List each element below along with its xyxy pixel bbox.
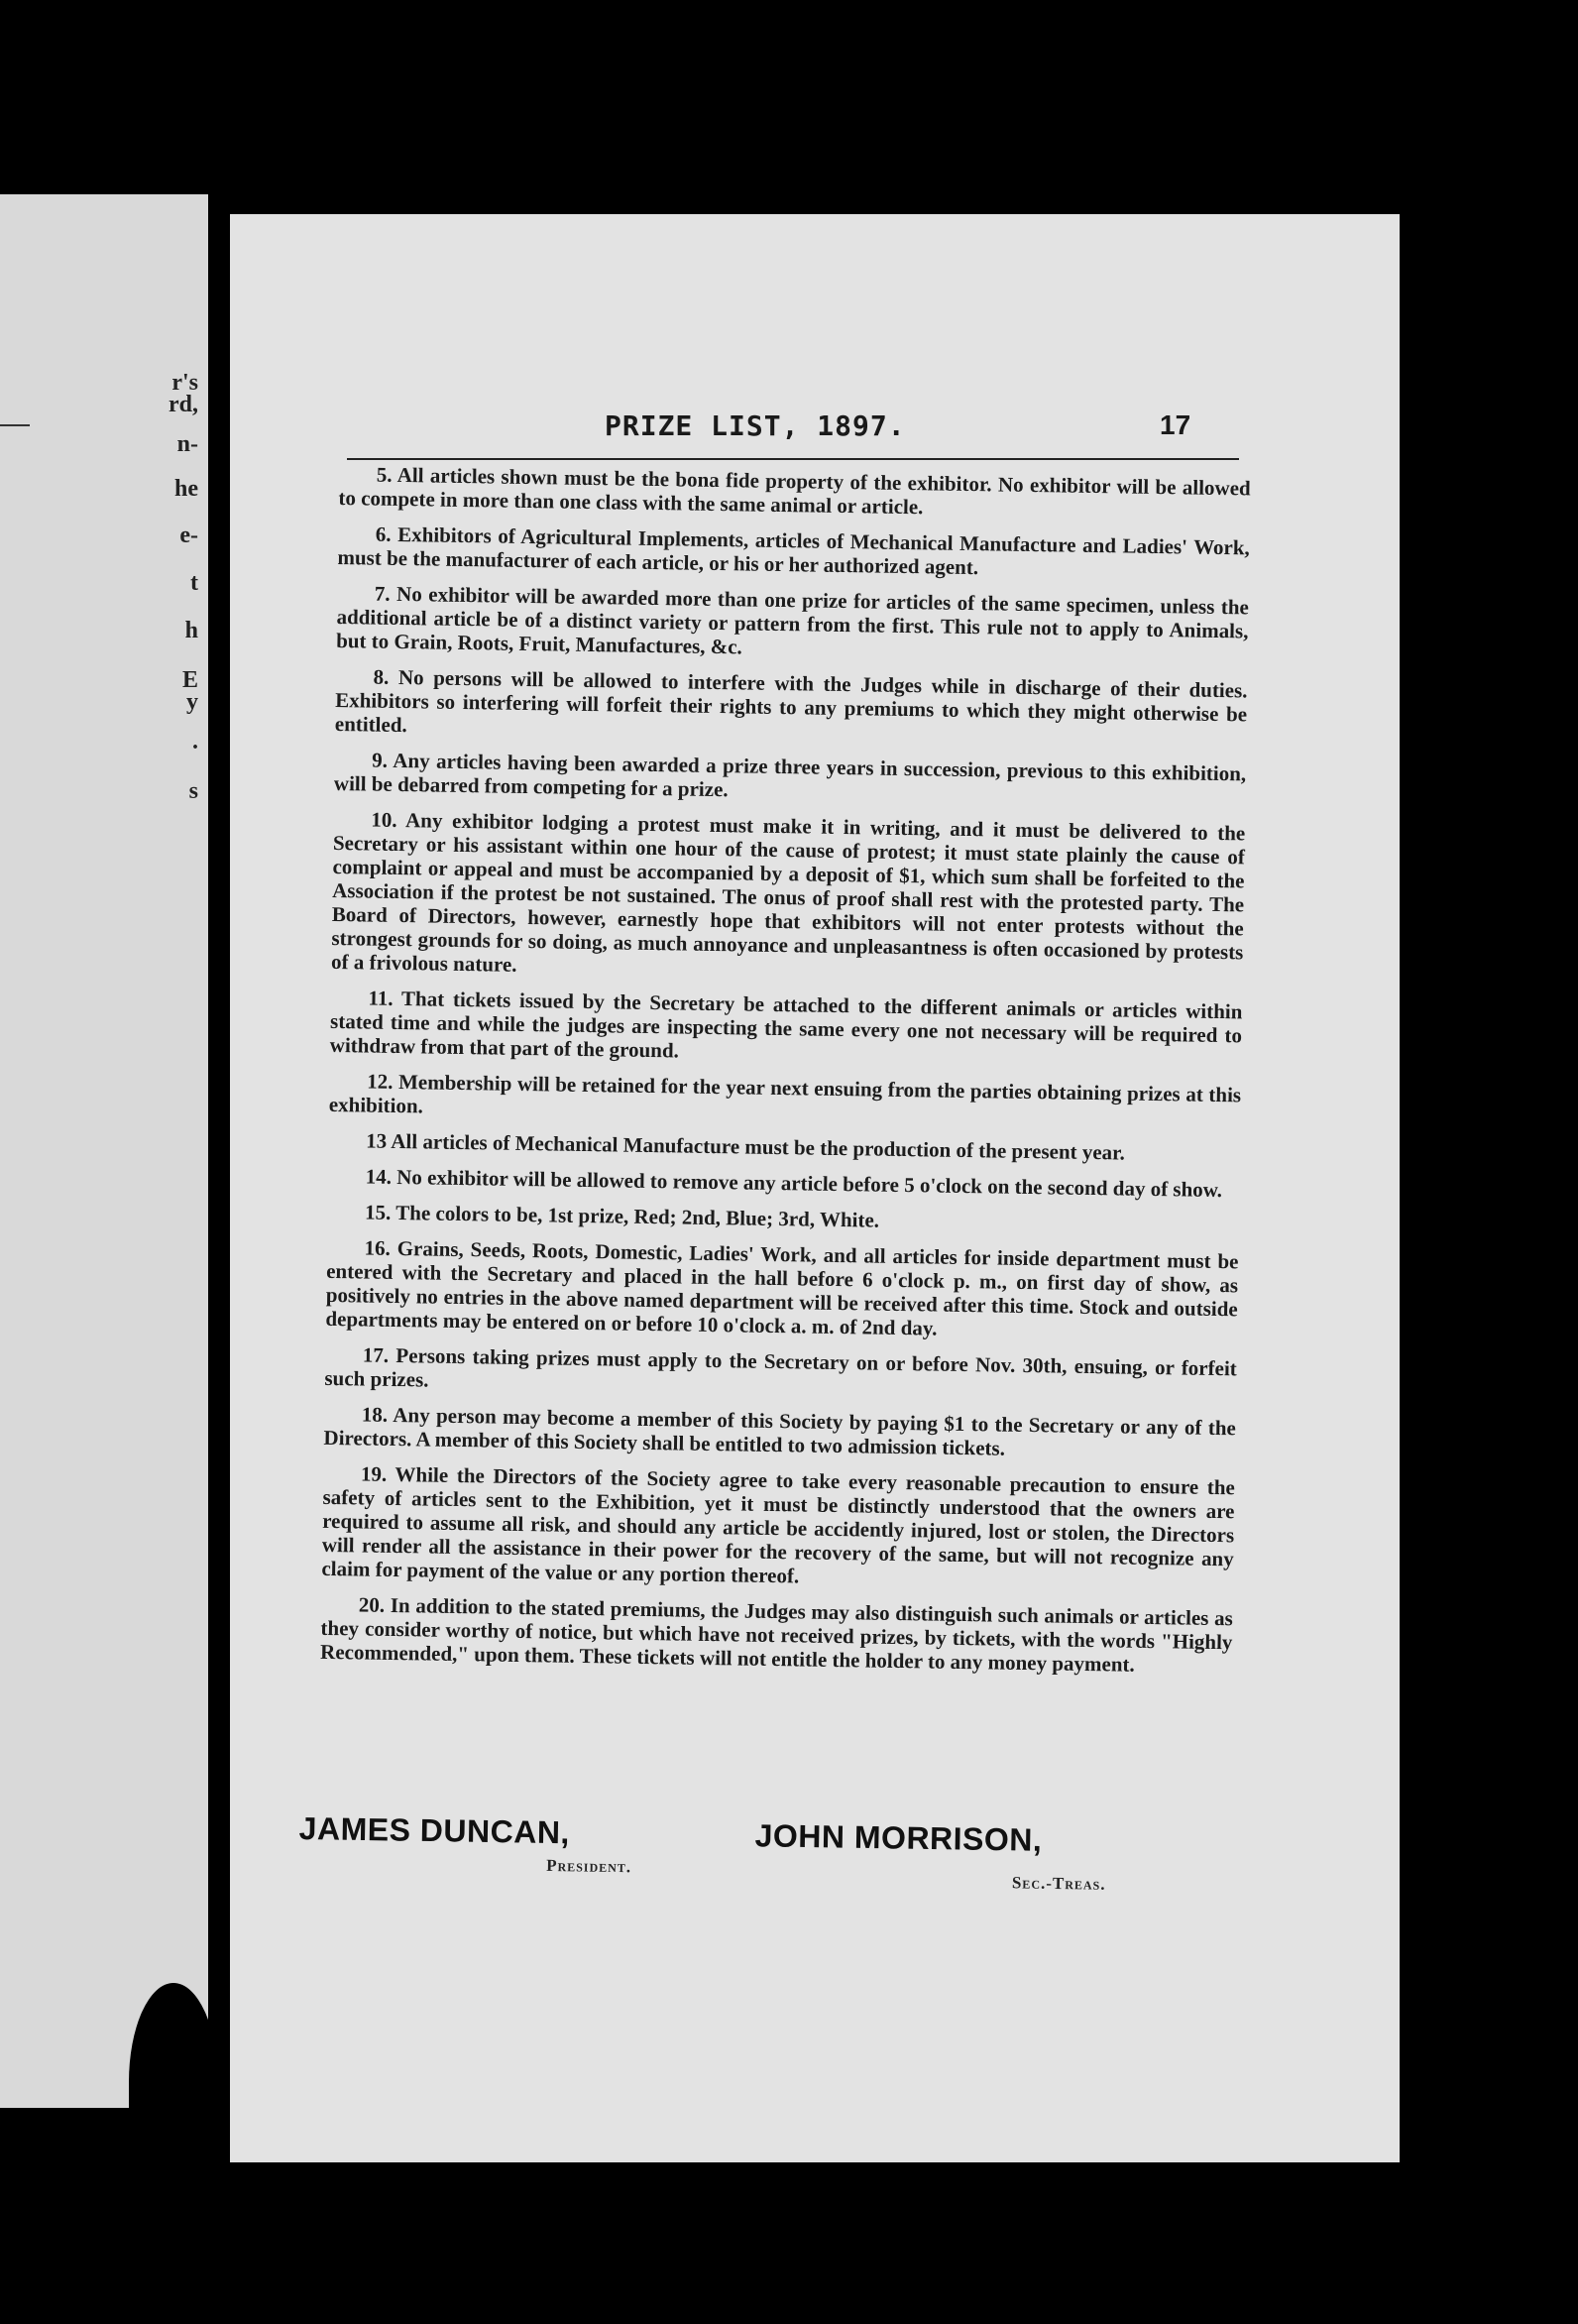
rule-paragraph [338,462,1251,523]
left-facing-page [0,194,208,2108]
rules-list [320,462,1251,1689]
rule-number: 7. [374,581,391,606]
page-header [347,409,1388,451]
rule-text: Any person may become a member of this Society by paying $1 to the Secretary or any of the Directors. A member of this Society shall be entitled to two admission tickets. [323,1402,1236,1460]
running-title: PRIZE LIST, 1897. [605,409,906,442]
left-page-fragment: he [174,476,198,502]
rule-paragraph [337,522,1250,583]
rule-number: 18. [361,1402,389,1427]
torn-page-edge [129,1983,218,2181]
rule-text: Grains, Seeds, Roots, Domestic, Ladies' Work, and all articles for inside department must be entered with the Secretary and placed in the hall before 6 o'clock p. m., on first day of show, as positively no entries in the above named department will be received after this time. Stock and outside departments may be entered on or before 10 o'clock a. m. of 2nd day. [325,1236,1239,1340]
rule-text: Exhibitors of Agricultural Implements, articles of Mechanical Manufacture and Ladies' Work, must be the manufacturer of each article, or his or her authorized agent. [337,522,1250,580]
rule-paragraph [321,1461,1235,1594]
rule-text: The colors to be, 1st prize, Red; 2nd, Blue; 3rd, White. [395,1200,880,1232]
rule-number: 5. [376,462,393,487]
rule-text: No persons will be allowed to interfere with the Judges while in discharge of their duties. Exhibitors so interfering will forfeit their rights to any premiums to which they might otherwise be entitled. [334,664,1248,738]
page-number: 17 [1160,409,1191,440]
left-page-fragment: e- [179,523,198,548]
left-page-fragment: s [188,778,198,804]
rule-text: Any exhibitor lodging a protest must make it in writing, and it must be delivered to the Secretary or his assistant within one hour of the cause of protest; it must state plainly the cause of complaint or appeal and must be accompanied by a deposit of $1, which sum shall be forfeited to the Association if the protest be not sustained. The onus of proof shall rest with the protested party. The Board of Directors, however, earnestly hope that exhibitors will not enter protests without the strongest grounds for so doing, as much annoyance and unpleasantness is often occasioned by protests of a frivolous nature. [330,808,1246,977]
rule-paragraph [327,1200,1239,1237]
rule-paragraph [335,664,1248,750]
rule-number: 9. [372,748,389,772]
secretary-name: JOHN MORRISON, [754,1817,1043,1858]
rule-paragraph [334,748,1247,809]
rule-number: 6. [375,522,392,546]
rule-paragraph [328,1164,1240,1202]
left-page-fragment: y [186,689,198,715]
left-page-fragment: rd, [169,392,198,417]
rule-paragraph [320,1592,1233,1678]
document-page [230,214,1400,2162]
rule-number: 10. [371,807,397,832]
rule-number: 8. [373,664,390,689]
left-page-fragment: r's [171,370,198,396]
signature-block [297,1810,1290,1925]
rule-number: 17. [362,1342,390,1367]
rule-paragraph [336,581,1249,666]
rule-paragraph [331,807,1246,988]
rule-text: In addition to the stated premiums, the Judges may also distinguish such animals or articles as they consider worthy of notice, but which have not received prizes, by tickets, with the words "Highly Recommended," upon them. These tickets will not entitle the holder to any money payment. [319,1592,1233,1677]
left-page-fragment: n- [176,431,198,457]
rule-text: Persons taking prizes must apply to the Secretary on or before Nov. 30th, ensuing, or forfeit such prizes. [324,1343,1237,1392]
rule-number: 13 [366,1128,388,1153]
rule-paragraph [330,986,1243,1071]
left-page-fragment: E [181,667,198,693]
rule-text: All articles shown must be the bona fide property of the exhibitor. No exhibitor will be allowed to compete in more than one class with the same animal or article. [338,462,1251,520]
left-page-fragment: t [190,570,198,596]
president-name: JAMES DUNCAN, [298,1810,571,1851]
rule-number: 19. [360,1461,388,1486]
rule-text: Any articles having been awarded a prize three years in succession, previous to this exhibition, will be debarred from competing for a prize. [333,748,1247,802]
rule-text: No exhibitor will be awarded more than one prize for articles of the same specimen, unless the additional article be of a distinct variety or pattern from the first. This rule not to apply to Animals, but to Grain, Roots, Fruit, Manufactures, &c. [335,581,1250,659]
binding-spine [208,178,222,2142]
rule-paragraph [323,1402,1236,1463]
rule-text: That tickets issued by the Secretary be attached to the different animals or articles within stated time and while the judges are inspecting the same every one not necessary will be required to withdraw from that part of the ground. [329,987,1243,1063]
left-page-fragment: . [192,729,198,755]
rule-paragraph [328,1128,1240,1166]
rule-paragraph [329,1069,1242,1130]
left-page-fragment: h [184,618,198,643]
rule-number: 12. [367,1069,394,1094]
rule-number: 16. [364,1235,391,1260]
rule-text: All articles of Mechanical Manufacture must be the production of the present year. [391,1128,1126,1165]
rule-number: 15. [364,1200,392,1224]
rule-text: No exhibitor will be allowed to remove any article before 5 o'clock on the second day of show. [395,1165,1223,1203]
rule-number: 14. [365,1164,393,1189]
secretary-title: Sec.-Treas. [1011,1873,1106,1894]
left-page-rule [0,424,30,426]
rule-number: 20. [358,1592,386,1617]
rule-paragraph [324,1342,1237,1404]
president-title: President. [546,1855,632,1877]
rule-paragraph [325,1235,1238,1344]
header-rule [347,458,1239,460]
rule-text: Membership will be retained for the year next ensuing from the parties obtaining prizes at this exhibition. [328,1070,1242,1118]
rule-text: While the Directors of the Society agree to take every reasonable precaution to ensure the safety of articles sent to the Exhibition, yet it must be distinctly understood that the owners are required to assume all risk, and should any article be accidently injured, lost or stolen, the Directors will render all the assistance in their power for the recovery of the same, but will not recognize any claim for payment of the value or any portion thereof. [321,1462,1236,1588]
rule-number: 11. [368,986,394,1010]
